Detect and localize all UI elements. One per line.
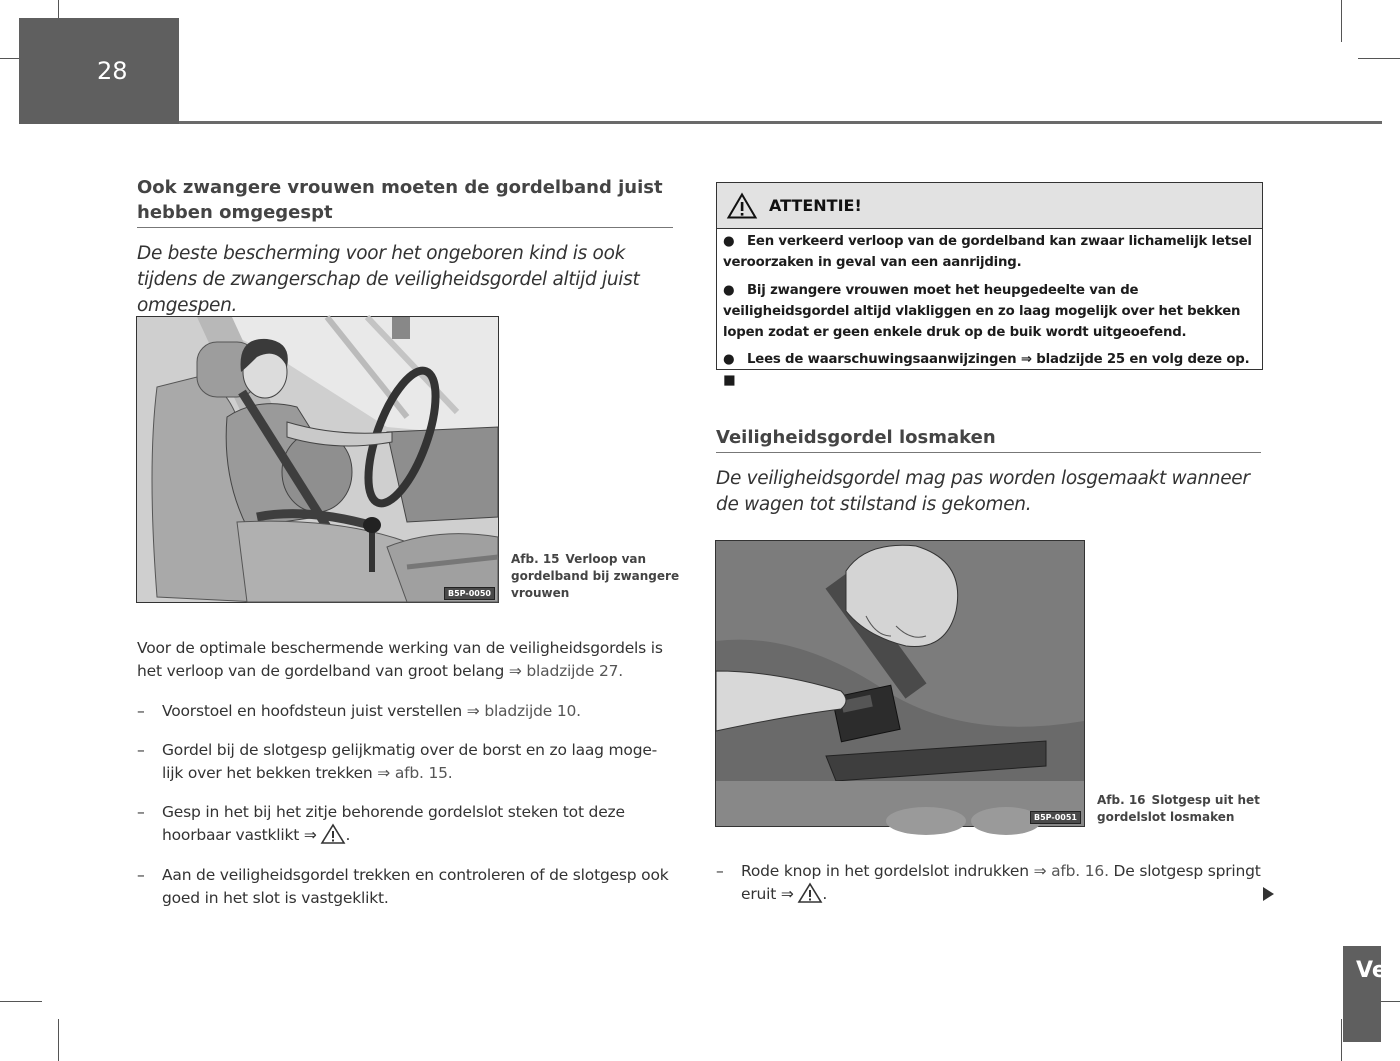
figure-caption-16 [1097, 792, 1267, 826]
attention-item-text: Bij zwangere vrouwen moet het heupgedeelte van de veiligheidsgordel altijd vlakliggen en zo laag mogelijk over het bekken lopen zodat er geen enkele druk op de buik wordt uitgeoefend. [723, 283, 1241, 340]
warning-triangle-icon [727, 193, 757, 219]
attention-item [717, 231, 1262, 273]
arrow-icon: ⇒ [780, 885, 794, 903]
intro-paragraph [137, 637, 673, 683]
attention-item-ref[interactable]: bladzijde 25 en volg deze op. [1036, 352, 1250, 367]
caption-text: Verloop van gordelband bij zwangere vrouwen [511, 552, 680, 600]
caption-text: Slotgesp uit het gordelslot losmaken [1097, 793, 1260, 824]
arrow-icon: ⇒ [508, 662, 522, 680]
step-text: Aan de veiligheidsgordel trekken en controleren of de slotgesp ook goed in het slot is vastgeklikt. [162, 866, 669, 907]
step-item [716, 860, 1261, 906]
step-ref: . [822, 885, 828, 903]
attention-title: ATTENTIE! [769, 196, 862, 215]
intro-ref-link[interactable]: bladzijde 27. [526, 662, 624, 680]
section-title-pregnant: Ook zwangere vrouwen moeten de gordelband juist hebben omgegespt [137, 175, 673, 228]
figure-buckle-release [715, 540, 1085, 827]
bullet-icon: ● [723, 352, 735, 367]
lead-pregnant: De beste bescherming voor het ongeboren kind is ook tijdens de zwangerschap de veiligheidsgordel altijd juist omgespen. [137, 243, 640, 316]
arrow-icon: ⇒ [1020, 352, 1032, 367]
pregnant-driver-illustration [137, 317, 498, 602]
step-text: De slotgesp springt eruit [741, 862, 1261, 903]
end-mark-icon: ■ [723, 373, 736, 388]
warning-triangle-icon[interactable] [798, 883, 822, 903]
page-number: 28 [19, 18, 179, 124]
step-item [137, 801, 677, 847]
crop-mark [1341, 0, 1342, 42]
crop-mark [1358, 58, 1400, 59]
figure-code: B5P-0050 [444, 587, 495, 600]
arrow-icon: ⇒ [466, 702, 480, 720]
step-ref-link[interactable]: afb. 16. [1051, 862, 1109, 880]
figure-caption-15 [511, 551, 681, 602]
figure-pregnant-driver [136, 316, 499, 603]
attention-item [717, 280, 1262, 343]
step-dash: – [137, 702, 145, 720]
step-ref-link[interactable]: bladzijde 10. [484, 702, 581, 720]
caption-number: Afb. 16 [1097, 793, 1146, 807]
step-ref-link[interactable]: afb. 15. [394, 764, 453, 782]
figure-code: B5P-0051 [1030, 811, 1081, 824]
step-dash: – [137, 803, 145, 821]
crop-mark [0, 1001, 42, 1002]
warning-triangle-icon[interactable] [321, 824, 345, 844]
crop-mark [58, 1019, 59, 1061]
step-dash: – [137, 741, 145, 759]
arrow-icon: ⇒ [377, 764, 391, 782]
step-ref: . [345, 826, 351, 844]
side-tab[interactable]: Ve [1343, 946, 1381, 1042]
step-text: Gesp in het bij het zitje behorende gordelslot steken tot deze hoorbaar vastklikt [162, 803, 625, 844]
bullet-icon: ● [723, 283, 735, 298]
attention-header [717, 183, 1262, 229]
intro-text: Voor de optimale beschermende werking van de veiligheidsgordels is het verloop van de gordelband van groot belang [137, 639, 663, 680]
attention-item-text: Een verkeerd verloop van de gordelband kan zwaar lichamelijk letsel veroorzaken in geval van een aanrijding. [723, 234, 1252, 270]
crop-mark [1341, 1019, 1342, 1061]
arrow-icon: ⇒ [303, 826, 317, 844]
header-rule [179, 121, 1382, 124]
step-text: Voorstoel en hoofdsteun juist verstellen [162, 702, 463, 720]
attention-item-text: Lees de waarschuwingsaanwijzingen [747, 352, 1017, 367]
step-item [137, 739, 677, 785]
bullet-icon: ● [723, 234, 735, 249]
continue-arrow-icon[interactable] [1263, 887, 1274, 901]
buckle-release-illustration [716, 541, 1084, 826]
step-dash: – [716, 862, 724, 880]
step-text: Gordel bij de slotgesp gelijkmatig over de borst en zo laag moge-lijk over het bekken trekken [162, 741, 658, 782]
step-text: Rode knop in het gordelslot indrukken [741, 862, 1029, 880]
lead-release: De veiligheidsgordel mag pas worden losgemaakt wanneer de wagen tot stilstand is gekomen. [716, 468, 1250, 515]
attention-box [716, 182, 1263, 388]
caption-number: Afb. 15 [511, 552, 560, 566]
step-item [137, 864, 677, 910]
section-title-release: Veiligheidsgordel losmaken [716, 425, 1261, 453]
step-dash: – [137, 866, 145, 884]
step-item [137, 700, 677, 723]
attention-item [717, 349, 1262, 391]
arrow-icon: ⇒ [1033, 862, 1047, 880]
